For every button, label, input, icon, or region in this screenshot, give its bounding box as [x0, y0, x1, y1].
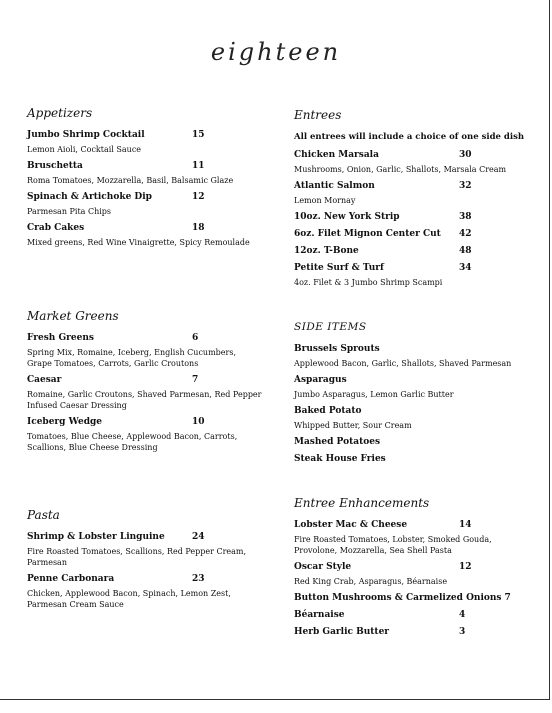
item-price: 12: [459, 562, 472, 572]
menu-item: [27, 130, 287, 144]
item-price: 7: [504, 593, 511, 603]
item-description: 4oz. Filet & 3 Jumbo Shrimp Scampi: [294, 278, 443, 287]
menu-item: [27, 417, 287, 431]
menu-item: [294, 406, 552, 420]
menu-item: [27, 532, 287, 546]
item-description: Mushrooms, Onion, Garlic, Shallots, Marsala Cream: [294, 165, 507, 174]
item-description: Jumbo Asparagus, Lemon Garlic Butter: [294, 390, 454, 399]
item-price: 30: [459, 150, 472, 160]
menu-item: [27, 161, 287, 175]
item-description: Spring Mix, Romaine, Iceberg, English Cucumbers, Grape Tomatoes, Carrots, Garlic Croutons: [27, 348, 236, 368]
section-side-items: [294, 320, 552, 468]
menu-item: [294, 229, 552, 246]
item-name: Herb Garlic Butter: [294, 627, 390, 637]
item-name: Spinach & Artichoke Dip: [27, 192, 152, 202]
item-name: Fresh Greens: [27, 333, 94, 343]
item-name: Crab Cakes: [27, 223, 85, 233]
menu-item: [294, 344, 552, 358]
item-name: Oscar Style: [294, 562, 352, 572]
section-title: SIDE ITEMS: [294, 321, 367, 333]
entrees-note: All entrees will include a choice of one side dish: [294, 132, 525, 142]
item-name: Bruschetta: [27, 161, 83, 171]
item-description: Fire Roasted Tomatoes, Lobster, Smoked Gouda, Provolone, Mozzarella, Sea Shell Pasta: [294, 535, 492, 555]
menu-item: [294, 627, 552, 641]
menu-item: [294, 610, 552, 627]
section-title: Entrees: [294, 108, 342, 122]
item-price: 7: [192, 375, 199, 385]
item-price: 15: [192, 130, 205, 140]
menu-item: [294, 150, 552, 164]
item-price: 32: [459, 181, 472, 191]
item-name: Button Mushrooms & Carmelized Onions: [294, 593, 502, 603]
item-description: Fire Roasted Tomatoes, Scallions, Red Pepper Cream, Parmesan: [27, 547, 247, 567]
menu-item: [294, 437, 552, 454]
item-description: Applewood Bacon, Garlic, Shallots, Shaved Parmesan: [294, 359, 512, 368]
section-title: Appetizers: [27, 106, 93, 120]
item-name: Shrimp & Lobster Linguine: [27, 532, 165, 542]
menu-item: [294, 593, 552, 610]
item-price: 14: [459, 520, 472, 530]
item-description: Chicken, Applewood Bacon, Spinach, Lemon Zest, Parmesan Cream Sauce: [27, 589, 231, 609]
item-price: 4: [459, 610, 466, 620]
item-description: Tomatoes, Blue Cheese, Applewood Bacon, Carrots, Scallions, Blue Cheese Dressing: [27, 432, 238, 452]
section-title: Market Greens: [27, 309, 119, 323]
item-description: Romaine, Garlic Croutons, Shaved Parmesan, Red Pepper Infused Caesar Dressing: [27, 390, 262, 410]
item-name: 6oz. Filet Mignon Center Cut: [294, 229, 441, 239]
section-entree-enhancements: [294, 496, 552, 641]
item-description: Whipped Butter, Sour Cream: [294, 421, 412, 430]
item-name: Brussels Sprouts: [294, 344, 380, 354]
item-price: 18: [192, 223, 205, 233]
item-name: 10oz. New York Strip: [294, 212, 400, 222]
item-description: Mixed greens, Red Wine Vinaigrette, Spicy Remoulade: [27, 238, 250, 247]
menu-item: [27, 223, 287, 237]
section-pasta: [27, 508, 287, 616]
item-name: Baked Potato: [294, 406, 362, 416]
section-title: Entree Enhancements: [294, 496, 430, 510]
item-price: 38: [459, 212, 472, 222]
item-description: Lemon Mornay: [294, 196, 356, 205]
item-price: 6: [192, 333, 199, 343]
restaurant-logo: eighteen: [210, 38, 342, 66]
item-name: Iceberg Wedge: [27, 417, 103, 427]
item-description: Parmesan Pita Chips: [27, 207, 112, 216]
item-price: 42: [459, 229, 472, 239]
item-price: 3: [459, 627, 466, 637]
item-name: Mashed Potatoes: [294, 437, 381, 447]
menu-item: [27, 192, 287, 206]
item-price: 34: [459, 263, 472, 273]
item-name: Lobster Mac & Cheese: [294, 520, 408, 530]
section-entrees: [294, 108, 552, 294]
item-name: Petite Surf & Turf: [294, 263, 384, 273]
item-description: Lemon Aioli, Cocktail Sauce: [27, 145, 142, 154]
menu-item: [294, 562, 552, 576]
item-name: Chicken Marsala: [294, 150, 379, 160]
item-price: 10: [192, 417, 205, 427]
item-name: Caesar: [27, 375, 62, 385]
section-market-greens: [27, 309, 287, 459]
item-name: Atlantic Salmon: [294, 181, 375, 191]
item-name: Penne Carbonara: [27, 574, 115, 584]
item-price: 24: [192, 532, 205, 542]
menu-item: [27, 574, 287, 588]
menu-item: [294, 520, 552, 534]
section-title: Pasta: [27, 508, 60, 522]
menu-item: [294, 454, 552, 468]
menu-item: [294, 375, 552, 389]
item-name: 12oz. T-Bone: [294, 246, 359, 256]
item-name: Jumbo Shrimp Cocktail: [27, 130, 145, 140]
menu-item: [294, 181, 552, 195]
item-price: 11: [192, 161, 205, 171]
item-description: Red King Crab, Asparagus, Béarnaise: [294, 577, 448, 586]
item-name: Asparagus: [294, 375, 347, 385]
item-price: 12: [192, 192, 205, 202]
item-name: Steak House Fries: [294, 454, 386, 464]
menu-item: [294, 263, 552, 277]
item-price: 23: [192, 574, 205, 584]
item-name: Béarnaise: [294, 610, 345, 620]
item-price: 48: [459, 246, 472, 256]
item-description: Roma Tomatoes, Mozzarella, Basil, Balsamic Glaze: [27, 176, 234, 185]
menu-item: [294, 246, 552, 263]
menu-item: [27, 375, 287, 389]
menu-item: [27, 333, 287, 347]
section-appetizers: [27, 106, 287, 254]
menu-item: [294, 212, 552, 229]
